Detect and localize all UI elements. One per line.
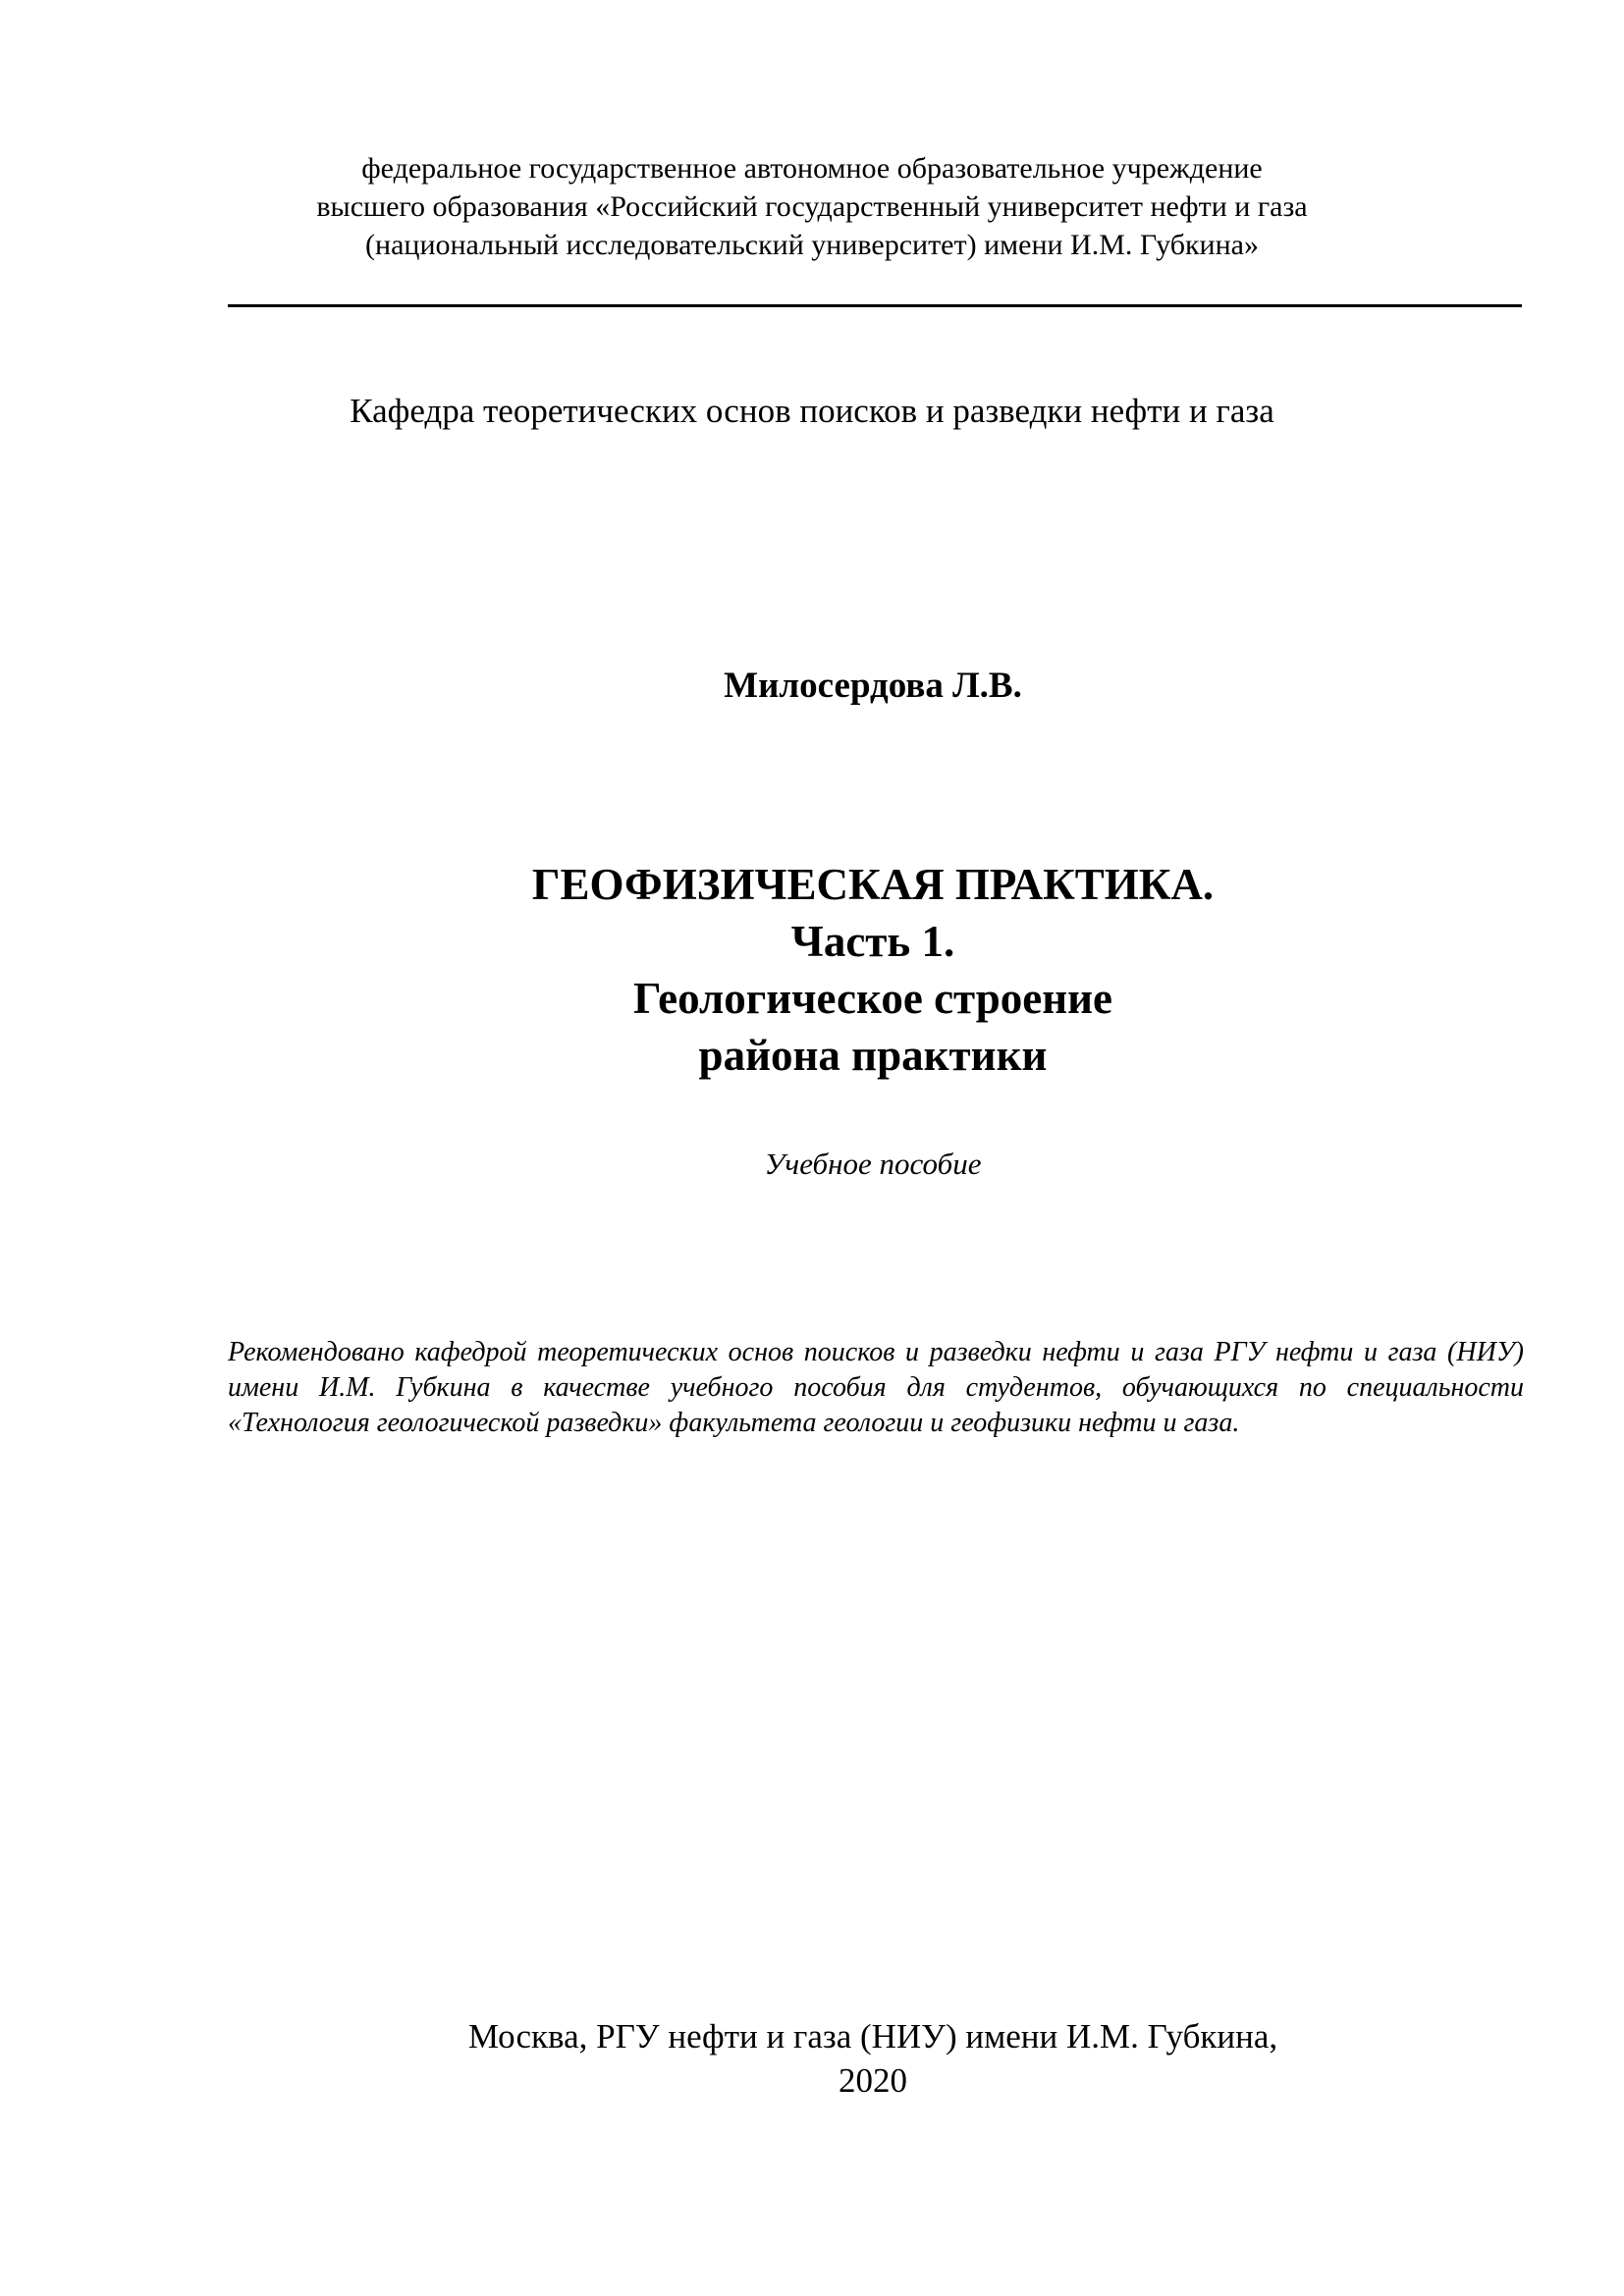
institution-line-1: федеральное государственное автономное образовательное учреждение [361, 152, 1263, 185]
header-divider [228, 304, 1522, 307]
document-type: Учебное пособие [764, 1147, 982, 1181]
imprint [0, 2014, 1624, 2103]
institution-header [0, 149, 1624, 264]
title-line-2: Часть 1. [790, 917, 955, 966]
author-name: Милосердова Л.В. [724, 666, 1022, 706]
document-title [0, 856, 1624, 1084]
institution-line-2: высшего образования «Российский государственный университет нефти и газа [316, 190, 1308, 223]
title-line-1: ГЕОФИЗИЧЕСКАЯ ПРАКТИКА. [531, 860, 1215, 909]
imprint-year: 2020 [839, 2061, 907, 2100]
institution-line-3: (национальный исследовательский университет) имени И.М. Губкина» [365, 229, 1259, 261]
title-line-4: района практики [698, 1031, 1048, 1080]
department-name: Кафедра теоретических основ поисков и разведки нефти и газа [350, 392, 1274, 430]
imprint-place: Москва, РГУ нефти и газа (НИУ) имени И.М. Губкина, [467, 2017, 1278, 2056]
recommendation-text: Рекомендовано кафедрой теоретических основ поисков и разведки нефти и газа РГУ нефти и газа (НИУ) имени И.М. Губкина в качестве учебного пособия для студентов, обучающихся по специальности «Технология геологической разведки» факультета геологии и геофизики нефти и газа. [228, 1337, 1524, 1438]
title-line-3: Геологическое строение [632, 974, 1113, 1023]
